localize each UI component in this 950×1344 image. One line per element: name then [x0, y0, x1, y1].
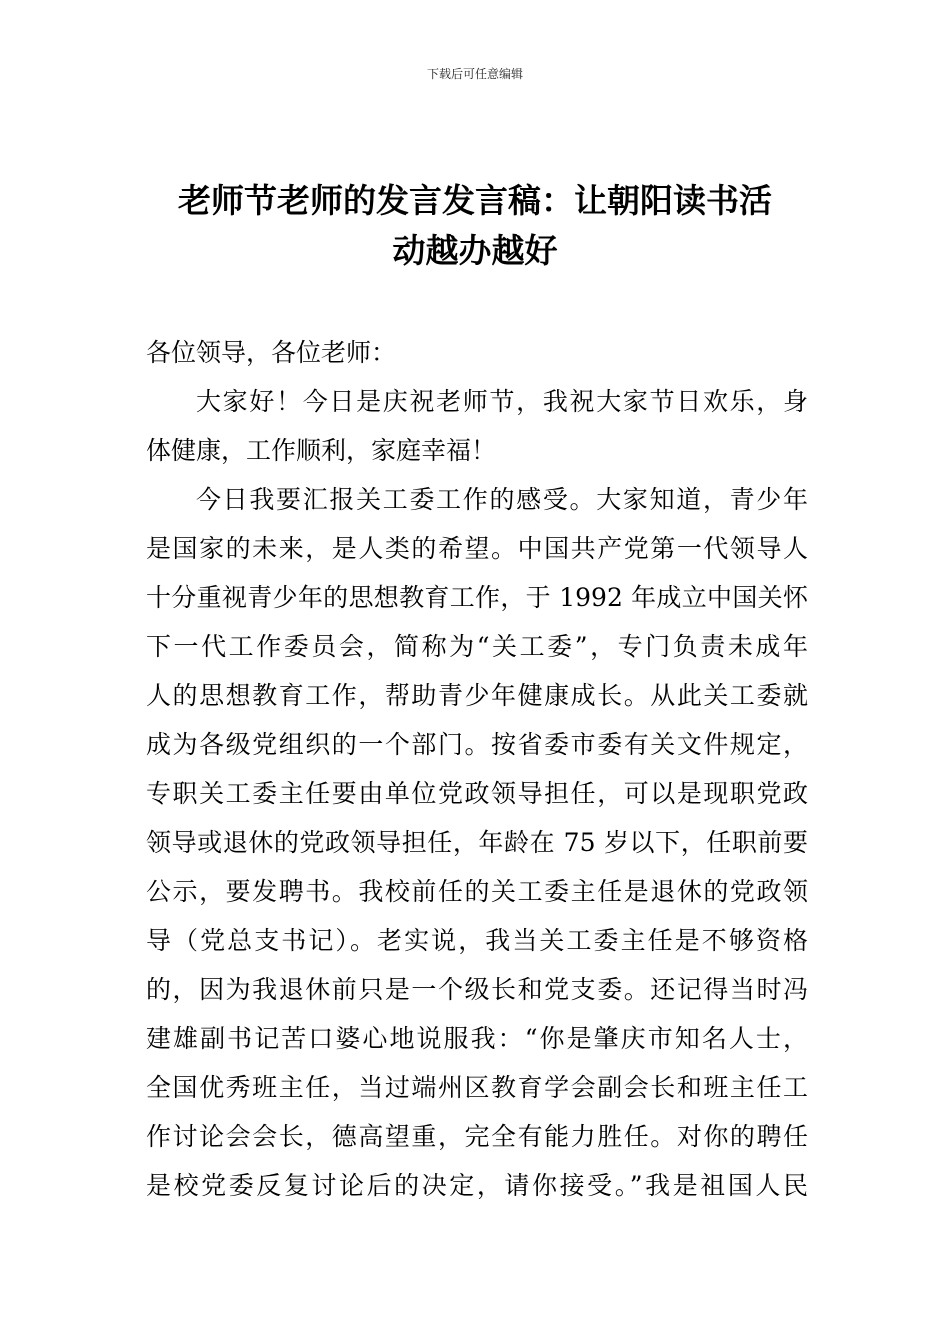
paragraph-2-line: 十分重视青少年的思想教育工作，于 1992 年成立中国关怀 [146, 583, 808, 612]
paragraph-1 [146, 377, 808, 475]
paragraph-2-line: 专职关工委主任要由单位党政领导担任，可以是现职党政 [146, 779, 808, 808]
paragraph-2-line: 人的思想教育工作，帮助青少年健康成长。从此关工委就 [146, 681, 808, 710]
paragraph-2-line: 公示，要发聘书。我校前任的关工委主任是退休的党政领 [146, 877, 808, 906]
title-line-2: 动越办越好 [392, 231, 558, 270]
paragraph-2-line: 下一代工作委员会，简称为“关工委”，专门负责未成年 [146, 632, 808, 661]
paragraph-2-line: 今日我要汇报关工委工作的感受。大家知道，青少年 [196, 485, 808, 514]
title-line-1: 老师节老师的发言发言稿：让朝阳读书活 [178, 181, 772, 220]
paragraph-1-line: 体健康，工作顺利，家庭幸福！ [146, 436, 497, 465]
document-body [146, 328, 808, 1210]
paragraph-2-line: 建雄副书记苦口婆心地说服我：“你是肇庆市知名人士， [146, 1024, 808, 1053]
header-note: 下载后可任意编辑 [426, 67, 523, 81]
paragraph-2-line: 是校党委反复讨论后的决定，请你接受。”我是祖国人民 [146, 1171, 808, 1200]
paragraph-2 [146, 475, 808, 1210]
salutation [146, 328, 808, 377]
paragraph-2-line: 作讨论会会长，德高望重，完全有能力胜任。对你的聘任 [146, 1122, 808, 1151]
paragraph-2-line: 导（党总支书记）。老实说，我当关工委主任是不够资格 [146, 926, 808, 955]
paragraph-1-line: 大家好！今日是庆祝老师节，我祝大家节日欢乐，身 [196, 387, 808, 416]
document-title [140, 176, 810, 276]
paragraph-2-line: 的，因为我退休前只是一个级长和党支委。还记得当时冯 [146, 975, 808, 1004]
paragraph-2-line: 成为各级党组织的一个部门。按省委市委有关文件规定， [146, 730, 808, 759]
paragraph-2-line: 领导或退休的党政领导担任，年龄在 75 岁以下，任职前要 [146, 828, 808, 857]
paragraph-2-line: 全国优秀班主任，当过端州区教育学会副会长和班主任工 [146, 1073, 808, 1102]
paragraph-2-line: 是国家的未来，是人类的希望。中国共产党第一代领导人 [146, 534, 808, 563]
salutation-line: 各位领导，各位老师： [146, 338, 397, 367]
